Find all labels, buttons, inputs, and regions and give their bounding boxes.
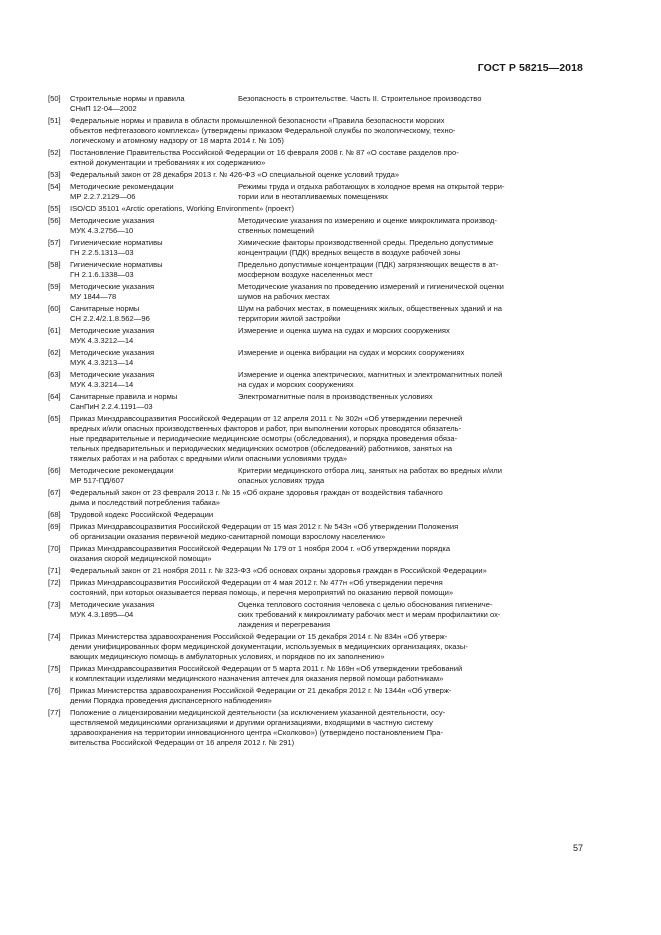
reference-entry <box>48 522 582 542</box>
reference-number: [52] <box>48 148 61 158</box>
reference-number: [66] <box>48 465 61 475</box>
reference-entry <box>48 544 582 564</box>
reference-number: [73] <box>48 599 61 609</box>
reference-text-line: ектной документации и требованиях к их содержанию» <box>70 158 266 168</box>
reference-entry <box>48 182 582 202</box>
reference-text-line: ГН 2.2.5.1313—03 <box>70 247 134 257</box>
reference-text-line: Санитарные нормы <box>70 303 140 313</box>
reference-text-line: СанПиН 2.2.4.1191—03 <box>70 401 153 411</box>
reference-number: [71] <box>48 565 61 575</box>
reference-entry <box>48 216 582 236</box>
reference-title <box>238 260 582 280</box>
reference-text-line: логическому и атомному надзору от 18 марта 2014 г. № 105) <box>70 136 284 146</box>
reference-entry <box>48 708 582 748</box>
reference-text-line: дении Порядка проведения диспансерного наблюдения» <box>70 695 272 705</box>
reference-text-line: на судах и морских сооружениях <box>238 379 354 389</box>
reference-number: [59] <box>48 281 61 291</box>
reference-designation <box>70 94 238 114</box>
reference-number: [50] <box>48 94 61 103</box>
reference-text-line: об организации оказания первичной медико-санитарной помощи взрослому населению» <box>70 531 386 541</box>
reference-description <box>70 544 582 564</box>
reference-text-line: Постановление Правительства Российской Федерации от 16 февраля 2008 г. № 87 «О составе разделов про- <box>70 148 459 158</box>
reference-text-line: Приказ Министерства здравоохранения Российской Федерации от 15 декабря 2014 г. № 834н «Об утверж- <box>70 631 448 641</box>
reference-entry <box>48 94 582 114</box>
reference-title <box>238 392 582 412</box>
reference-description <box>70 578 582 598</box>
reference-text-line: тельных предварительных и периодических медицинских осмотров (обследований) работников, занятых на <box>70 443 453 453</box>
reference-title <box>238 370 582 390</box>
reference-designation <box>70 392 238 412</box>
reference-text-line: оказания скорой медицинской помощи» <box>70 553 212 563</box>
reference-number: [55] <box>48 203 61 213</box>
reference-number: [69] <box>48 521 61 531</box>
reference-number: [77] <box>48 707 61 717</box>
reference-title <box>238 182 582 202</box>
reference-designation <box>70 600 238 630</box>
reference-text-line: МР 517-ПД/607 <box>70 476 125 486</box>
reference-text-line: Приказ Минздравсоцразвития Российской Федерации от 12 апреля 2011 г. № 302н «Об утверждении перечней <box>70 413 463 423</box>
reference-entry <box>48 170 582 180</box>
reference-description <box>70 522 582 542</box>
reference-entry <box>48 414 582 464</box>
reference-text-line: ществляемой медицинскими организациями и другими организациями, входящими в частную систему <box>70 717 433 727</box>
reference-text-line: Измерение и оценка электрических, магнитных и электромагнитных полей <box>238 369 503 379</box>
reference-text-line: ских требований к микроклимату рабочих мест и мерам профилактики ох- <box>238 609 501 619</box>
reference-number: [67] <box>48 487 61 497</box>
reference-text-line: Строительные нормы и правила <box>70 94 185 103</box>
reference-title <box>238 466 582 486</box>
reference-text-line: Шум на рабочих местах, в помещениях жилых, общественных зданий и на <box>238 303 503 313</box>
reference-description <box>70 148 582 168</box>
reference-number: [54] <box>48 181 61 191</box>
reference-text-line: Методические указания по проведению измерений и гигиенической оценки <box>238 281 504 291</box>
reference-title <box>238 94 582 114</box>
reference-text-line: СНиП 12-04—2002 <box>70 104 137 114</box>
reference-text-line: Измерение и оценка шума на судах и морских сооружениях <box>238 325 450 335</box>
reference-text-line: территории жилой застройки <box>238 313 341 323</box>
reference-text-line: Приказ Минздравсоцразвития Российской Федерации от 4 мая 2012 г. № 477н «Об утверждении перечня <box>70 577 443 587</box>
reference-number: [74] <box>48 631 61 641</box>
reference-text-line: МУК 4.3.2756—10 <box>70 225 134 235</box>
reference-text-line: здравоохранения на территории инновационного центра «Сколково») (утверждено постановлением Пра- <box>70 727 444 737</box>
reference-entry <box>48 304 582 324</box>
reference-designation <box>70 466 238 486</box>
reference-entry <box>48 282 582 302</box>
reference-text-line: Методические указания <box>70 325 155 335</box>
reference-text-line: Трудовой кодекс Российской Федерации <box>70 509 214 519</box>
reference-text-line: тяжелых работах и на работах с вредными и/или опасными условиями труда» <box>70 454 348 464</box>
reference-text-line: Гигиенические нормативы <box>70 259 163 269</box>
reference-description <box>70 414 582 464</box>
reference-text-line: МУ 1844—78 <box>70 291 117 301</box>
reference-text-line: Предельно допустимые концентрации (ПДК) загрязняющих веществ в ат- <box>238 259 499 269</box>
reference-text-line: шумов на рабочих местах <box>238 291 330 301</box>
reference-text-line: МУК 4.3.3212—14 <box>70 335 134 345</box>
reference-designation <box>70 260 238 280</box>
reference-text-line: Федеральные нормы и правила в области промышленной безопасности «Правила безопасности морских <box>70 115 445 125</box>
reference-entry <box>48 488 582 508</box>
reference-description <box>70 488 582 508</box>
reference-text-line: состояний, при которых оказывается первая помощь, и перечня мероприятий по оказанию первой помощи» <box>70 587 454 597</box>
reference-entry <box>48 148 582 168</box>
reference-designation <box>70 238 238 258</box>
reference-text-line: Федеральный закон от 23 февраля 2013 г. № 15 «Об охране здоровья граждан от воздействия табачного <box>70 487 443 497</box>
reference-text-line: Приказ Минздравсоцразвития Российской Федерации от 15 мая 2012 г. № 543н «Об утверждении Положения <box>70 521 459 531</box>
reference-title <box>238 282 582 302</box>
reference-text-line: объектов нефтегазового комплекса» (утверждены приказом Федеральной службы по экологическому, техно- <box>70 126 456 136</box>
reference-text-line: Федеральный закон от 21 ноября 2011 г. № 323-ФЗ «Об основах охраны здоровья граждан в Российской Федерации» <box>70 565 487 575</box>
reference-text-line: СН 2.2.4/2.1.8.562—96 <box>70 313 150 323</box>
reference-text-line: к комплектации изделиями медицинского назначения аптечек для оказания первой помощи работникам» <box>70 673 444 683</box>
reference-text-line: ISO/CD 35101 «Arctic operations, Working Environment» (проект) <box>70 203 295 213</box>
reference-description <box>70 116 582 146</box>
reference-text-line: опасных условиях труда <box>238 476 325 486</box>
reference-entry <box>48 260 582 280</box>
reference-designation <box>70 216 238 236</box>
reference-number: [60] <box>48 303 61 313</box>
reference-number: [51] <box>48 115 61 125</box>
reference-entry <box>48 204 582 214</box>
reference-text-line: МУК 4.3.1895—04 <box>70 609 134 619</box>
reference-number: [64] <box>48 391 61 401</box>
reference-text-line: Методические указания по измерению и оценке микроклимата производ- <box>238 215 498 225</box>
reference-text-line: МУК 4.3.3213—14 <box>70 357 134 367</box>
reference-text-line: МУК 4.3.3214—14 <box>70 379 134 389</box>
reference-number: [58] <box>48 259 61 269</box>
reference-text-line: вительства Российской Федерации от 16 апреля 2012 г. № 291) <box>70 738 295 748</box>
reference-text-line: Электромагнитные поля в производственных условиях <box>238 391 433 401</box>
reference-title <box>238 238 582 258</box>
reference-description <box>70 566 582 576</box>
reference-entry <box>48 348 582 368</box>
reference-title <box>238 304 582 324</box>
reference-entry <box>48 370 582 390</box>
document-header: ГОСТ Р 58215—2018 <box>477 62 583 74</box>
reference-entry <box>48 664 582 684</box>
reference-text-line: дыма и последствий потребления табака» <box>70 498 221 508</box>
reference-designation <box>70 326 238 346</box>
reference-entry <box>48 326 582 346</box>
reference-number: [57] <box>48 237 61 247</box>
reference-number: [68] <box>48 509 61 519</box>
reference-number: [62] <box>48 347 61 357</box>
reference-text-line: Приказ Министерства здравоохранения Российской Федерации от 21 декабря 2012 г. № 1344н «Об утверж- <box>70 685 452 695</box>
reference-title <box>238 326 582 346</box>
reference-text-line: ГН 2.1.6.1338—03 <box>70 269 134 279</box>
reference-designation <box>70 282 238 302</box>
reference-text-line: Измерение и оценка вибрации на судах и морских сооружениях <box>238 347 465 357</box>
reference-text-line: Санитарные правила и нормы <box>70 391 178 401</box>
reference-text-line: лаждения и перегревания <box>238 619 331 629</box>
reference-text-line: Оценка теплового состояния человека с целью обоснования гигиениче- <box>238 599 493 609</box>
reference-text-line: Режимы труда и отдыха работающих в холодное время на открытой терри- <box>238 181 505 191</box>
reference-entry <box>48 510 582 520</box>
reference-number: [75] <box>48 663 61 673</box>
reference-description <box>70 664 582 684</box>
reference-description <box>70 686 582 706</box>
reference-entry <box>48 686 582 706</box>
reference-designation <box>70 370 238 390</box>
reference-entry <box>48 116 582 146</box>
reference-description <box>70 170 582 180</box>
reference-text-line: Методические указания <box>70 599 155 609</box>
reference-text-line: МР 2.2.7.2129—06 <box>70 192 136 202</box>
reference-designation <box>70 348 238 368</box>
reference-number: [76] <box>48 685 61 695</box>
reference-text-line: Приказ Минздравсоцразвития Российской Федерации № 179 от 1 ноября 2004 г. «Об утверждении порядка <box>70 543 451 553</box>
reference-text-line: тории или в неотапливаемых помещениях <box>238 192 388 202</box>
reference-text-line: ные предварительные и периодические медицинские осмотры (обследования), и порядка проведения обяза- <box>70 433 458 443</box>
bibliography-list <box>48 94 582 750</box>
reference-entry <box>48 238 582 258</box>
reference-entry <box>48 578 582 598</box>
reference-text-line: вающих медицинскую помощь в амбулаторных условиях, и порядков по их заполнению» <box>70 651 385 661</box>
page-number: 57 <box>572 843 583 853</box>
reference-text-line: ственных помещений <box>238 225 315 235</box>
reference-entry <box>48 566 582 576</box>
reference-entry <box>48 392 582 412</box>
reference-text-line: Методические указания <box>70 215 155 225</box>
reference-text-line: Методические указания <box>70 281 155 291</box>
reference-text-line: Приказ Минздравсоцразвития Российской Федерации от 5 марта 2011 г. № 169н «Об утверждении требований <box>70 663 463 673</box>
reference-entry <box>48 600 582 630</box>
reference-number: [53] <box>48 170 61 180</box>
reference-description <box>70 632 582 662</box>
reference-text-line: мосферном воздухе населенных мест <box>238 269 373 279</box>
reference-title <box>238 216 582 236</box>
reference-entry <box>48 632 582 662</box>
reference-text-line: Методические рекомендации <box>70 181 174 191</box>
reference-text-line: Критерии медицинского отбора лиц, занятых на работах во вредных и/или <box>238 465 502 475</box>
reference-text-line: концентрации (ПДК) вредных веществ в воздухе рабочей зоны <box>238 247 461 257</box>
reference-text-line: Химические факторы производственной среды. Предельно допустимые <box>238 237 494 247</box>
reference-text-line: Гигиенические нормативы <box>70 237 163 247</box>
reference-designation <box>70 182 238 202</box>
reference-number: [56] <box>48 215 61 225</box>
reference-text-line: Методические указания <box>70 369 155 379</box>
reference-designation <box>70 304 238 324</box>
reference-number: [61] <box>48 325 61 335</box>
reference-number: [65] <box>48 413 61 423</box>
reference-description <box>70 708 582 748</box>
reference-number: [63] <box>48 369 61 379</box>
reference-title <box>238 348 582 368</box>
reference-text-line: Положение о лицензировании медицинской деятельности (за исключением указанной деятельности, осу- <box>70 707 446 717</box>
reference-entry <box>48 466 582 486</box>
reference-title <box>238 600 582 630</box>
reference-text-line: дении унифицированных форм медицинской документации, используемых в медицинских организациях, оказы- <box>70 641 468 651</box>
reference-text-line: Федеральный закон от 28 декабря 2013 г. № 426-ФЗ «О специальной оценке условий труда» <box>70 170 400 180</box>
reference-text-line: Методические рекомендации <box>70 465 174 475</box>
reference-text-line: Безопасность в строительстве. Часть II. Строительное производство <box>238 94 482 103</box>
reference-text-line: Методические указания <box>70 347 155 357</box>
reference-number: [70] <box>48 543 61 553</box>
reference-number: [72] <box>48 577 61 587</box>
reference-description <box>70 510 582 520</box>
reference-description <box>70 204 582 214</box>
reference-text-line: вредных и/или опасных производственных факторов и работ, при выполнении которых проводятся обязатель- <box>70 423 462 433</box>
